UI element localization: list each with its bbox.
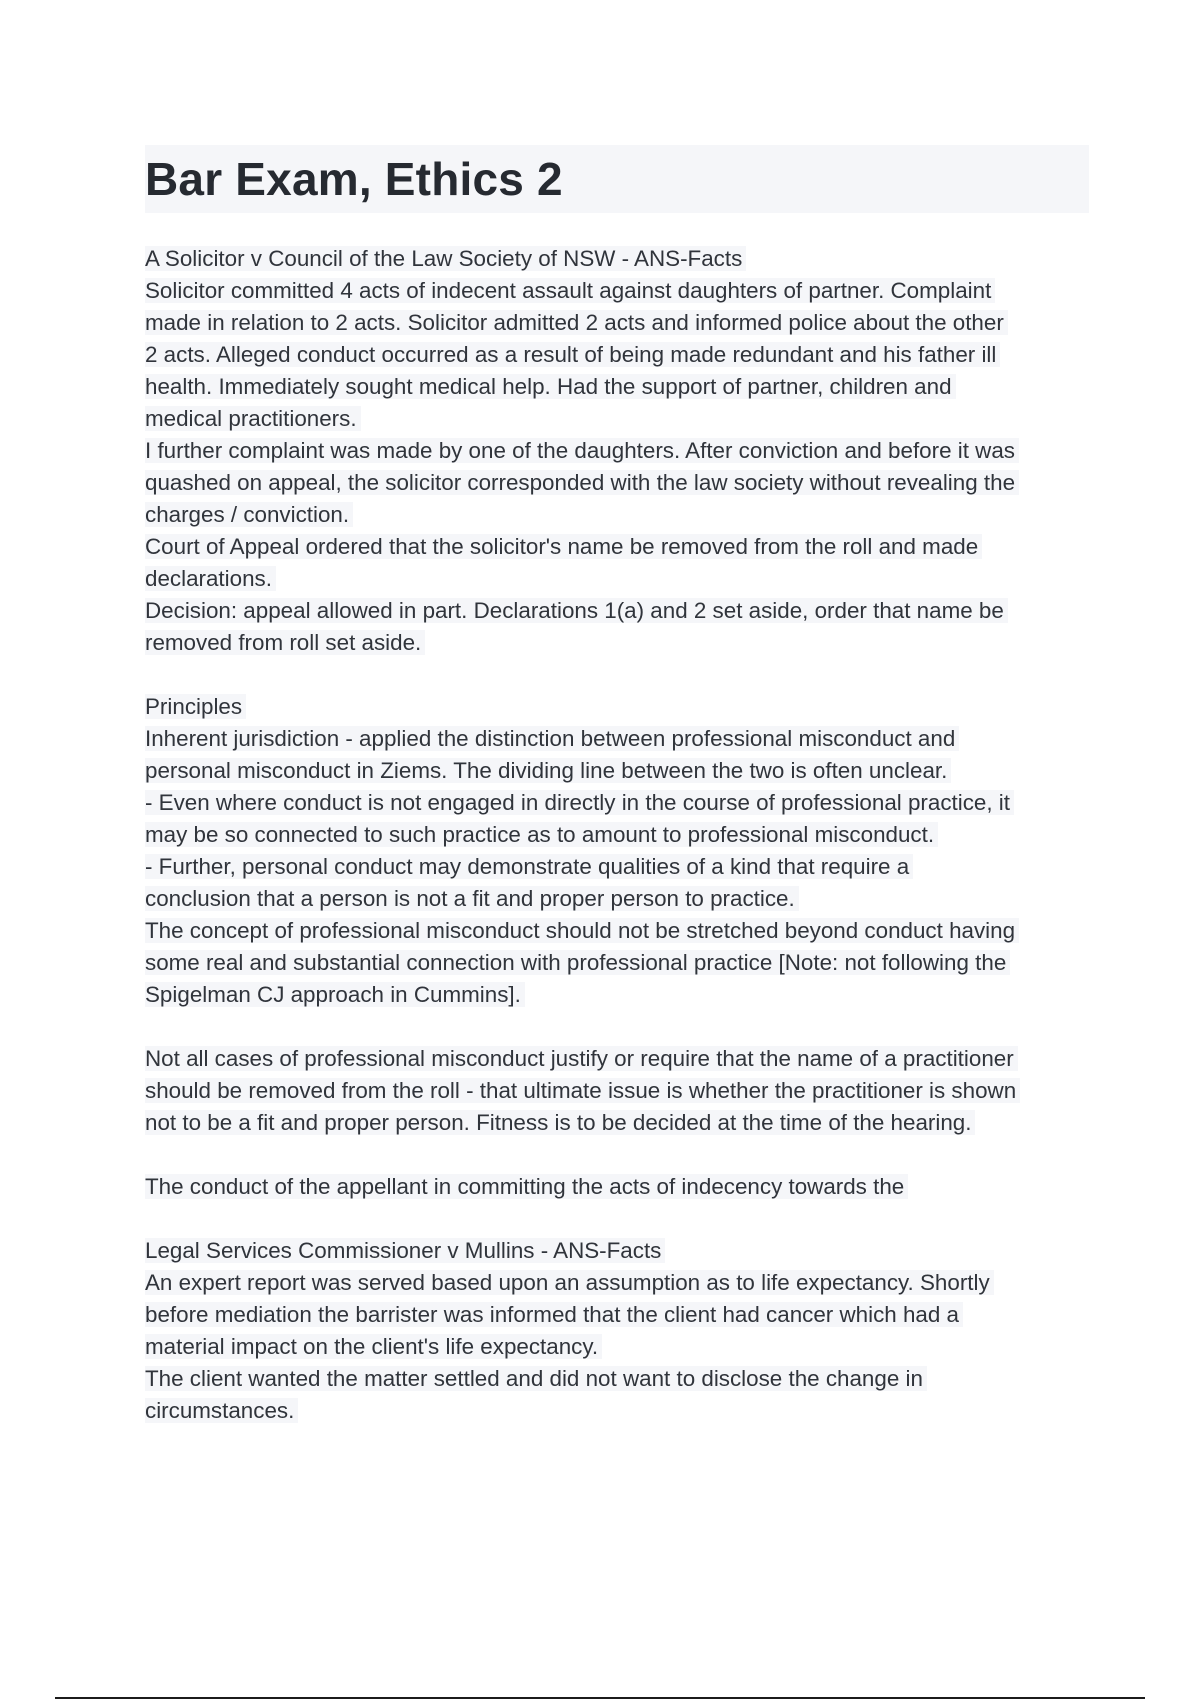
paragraph-line xyxy=(145,979,1089,1011)
section-heading xyxy=(145,691,1089,723)
paragraph-line xyxy=(145,371,1089,403)
text-line: may be so connected to such practice as to amount to professional misconduct. xyxy=(145,822,938,847)
text-line: should be removed from the roll - that ultimate issue is whether the practitioner is shown xyxy=(145,1078,1020,1103)
text-line: declarations. xyxy=(145,566,276,591)
text-line: Principles xyxy=(145,694,246,719)
blank-line xyxy=(145,1203,1089,1235)
document-body xyxy=(145,243,1089,1427)
blank-line xyxy=(145,1011,1089,1043)
text-line: charges / conviction. xyxy=(145,502,353,527)
text-line: Spigelman CJ approach in Cummins]. xyxy=(145,982,525,1007)
text-line: - Further, personal conduct may demonstrate qualities of a kind that require a xyxy=(145,854,913,879)
text-line: I further complaint was made by one of the daughters. After conviction and before it was xyxy=(145,438,1019,463)
paragraph-line xyxy=(145,339,1089,371)
paragraph-line xyxy=(145,947,1089,979)
paragraph-line xyxy=(145,1363,1089,1395)
bottom-divider xyxy=(55,1697,1145,1699)
paragraph-line xyxy=(145,275,1089,307)
text-line: The concept of professional misconduct should not be stretched beyond conduct having xyxy=(145,918,1019,943)
paragraph-line xyxy=(145,531,1089,563)
text-line: - Even where conduct is not engaged in directly in the course of professional practice, it xyxy=(145,790,1014,815)
paragraph-line xyxy=(145,307,1089,339)
text-line: Solicitor committed 4 acts of indecent assault against daughters of partner. Complaint xyxy=(145,278,995,303)
paragraph-line xyxy=(145,1395,1089,1427)
text-line: health. Immediately sought medical help. Had the support of partner, children and xyxy=(145,374,956,399)
paragraph-line xyxy=(145,723,1089,755)
text-line: A Solicitor v Council of the Law Society of NSW - ANS-Facts xyxy=(145,246,746,271)
paragraph-line xyxy=(145,627,1089,659)
paragraph-line xyxy=(145,403,1089,435)
text-line: some real and substantial connection with professional practice [Note: not following the xyxy=(145,950,1010,975)
text-line: Legal Services Commissioner v Mullins - ANS-Facts xyxy=(145,1238,665,1263)
blank-line xyxy=(145,1139,1089,1171)
text-line: Decision: appeal allowed in part. Declarations 1(a) and 2 set aside, order that name be xyxy=(145,598,1008,623)
paragraph-line xyxy=(145,1107,1089,1139)
text-line: Inherent jurisdiction - applied the distinction between professional misconduct and xyxy=(145,726,959,751)
text-line: Court of Appeal ordered that the solicitor's name be removed from the roll and made xyxy=(145,534,982,559)
text-line: circumstances. xyxy=(145,1398,298,1423)
text-line: The conduct of the appellant in committing the acts of indecency towards the xyxy=(145,1174,908,1199)
blank-line xyxy=(145,659,1089,691)
text-line: personal misconduct in Ziems. The dividing line between the two is often unclear. xyxy=(145,758,951,783)
paragraph-line xyxy=(145,499,1089,531)
document-title: Bar Exam, Ethics 2 xyxy=(145,153,563,205)
paragraph-line xyxy=(145,1267,1089,1299)
text-line: material impact on the client's life expectancy. xyxy=(145,1334,602,1359)
paragraph-line xyxy=(145,915,1089,947)
text-line: removed from roll set aside. xyxy=(145,630,425,655)
paragraph-line xyxy=(145,435,1089,467)
paragraph-line xyxy=(145,1171,1089,1203)
paragraph-line xyxy=(145,787,1089,819)
case-heading xyxy=(145,1235,1089,1267)
text-line: The client wanted the matter settled and did not want to disclose the change in xyxy=(145,1366,927,1391)
text-line: not to be a fit and proper person. Fitness is to be decided at the time of the hearing. xyxy=(145,1110,975,1135)
text-line: An expert report was served based upon an assumption as to life expectancy. Shortly xyxy=(145,1270,994,1295)
case-heading xyxy=(145,243,1089,275)
paragraph-line xyxy=(145,1043,1089,1075)
paragraph-line xyxy=(145,1331,1089,1363)
text-line: Not all cases of professional misconduct justify or require that the name of a practitioner xyxy=(145,1046,1018,1071)
title-banner xyxy=(145,145,1089,213)
text-line: made in relation to 2 acts. Solicitor admitted 2 acts and informed police about the other xyxy=(145,310,1008,335)
paragraph-line xyxy=(145,595,1089,627)
text-line: 2 acts. Alleged conduct occurred as a result of being made redundant and his father ill xyxy=(145,342,1000,367)
paragraph-line xyxy=(145,467,1089,499)
paragraph-line xyxy=(145,755,1089,787)
text-line: before mediation the barrister was informed that the client had cancer which had a xyxy=(145,1302,963,1327)
paragraph-line xyxy=(145,819,1089,851)
text-line: quashed on appeal, the solicitor corresponded with the law society without revealing the xyxy=(145,470,1019,495)
text-line: medical practitioners. xyxy=(145,406,361,431)
paragraph-line xyxy=(145,563,1089,595)
text-line: conclusion that a person is not a fit and proper person to practice. xyxy=(145,886,799,911)
paragraph-line xyxy=(145,883,1089,915)
paragraph-line xyxy=(145,851,1089,883)
paragraph-line xyxy=(145,1299,1089,1331)
paragraph-line xyxy=(145,1075,1089,1107)
